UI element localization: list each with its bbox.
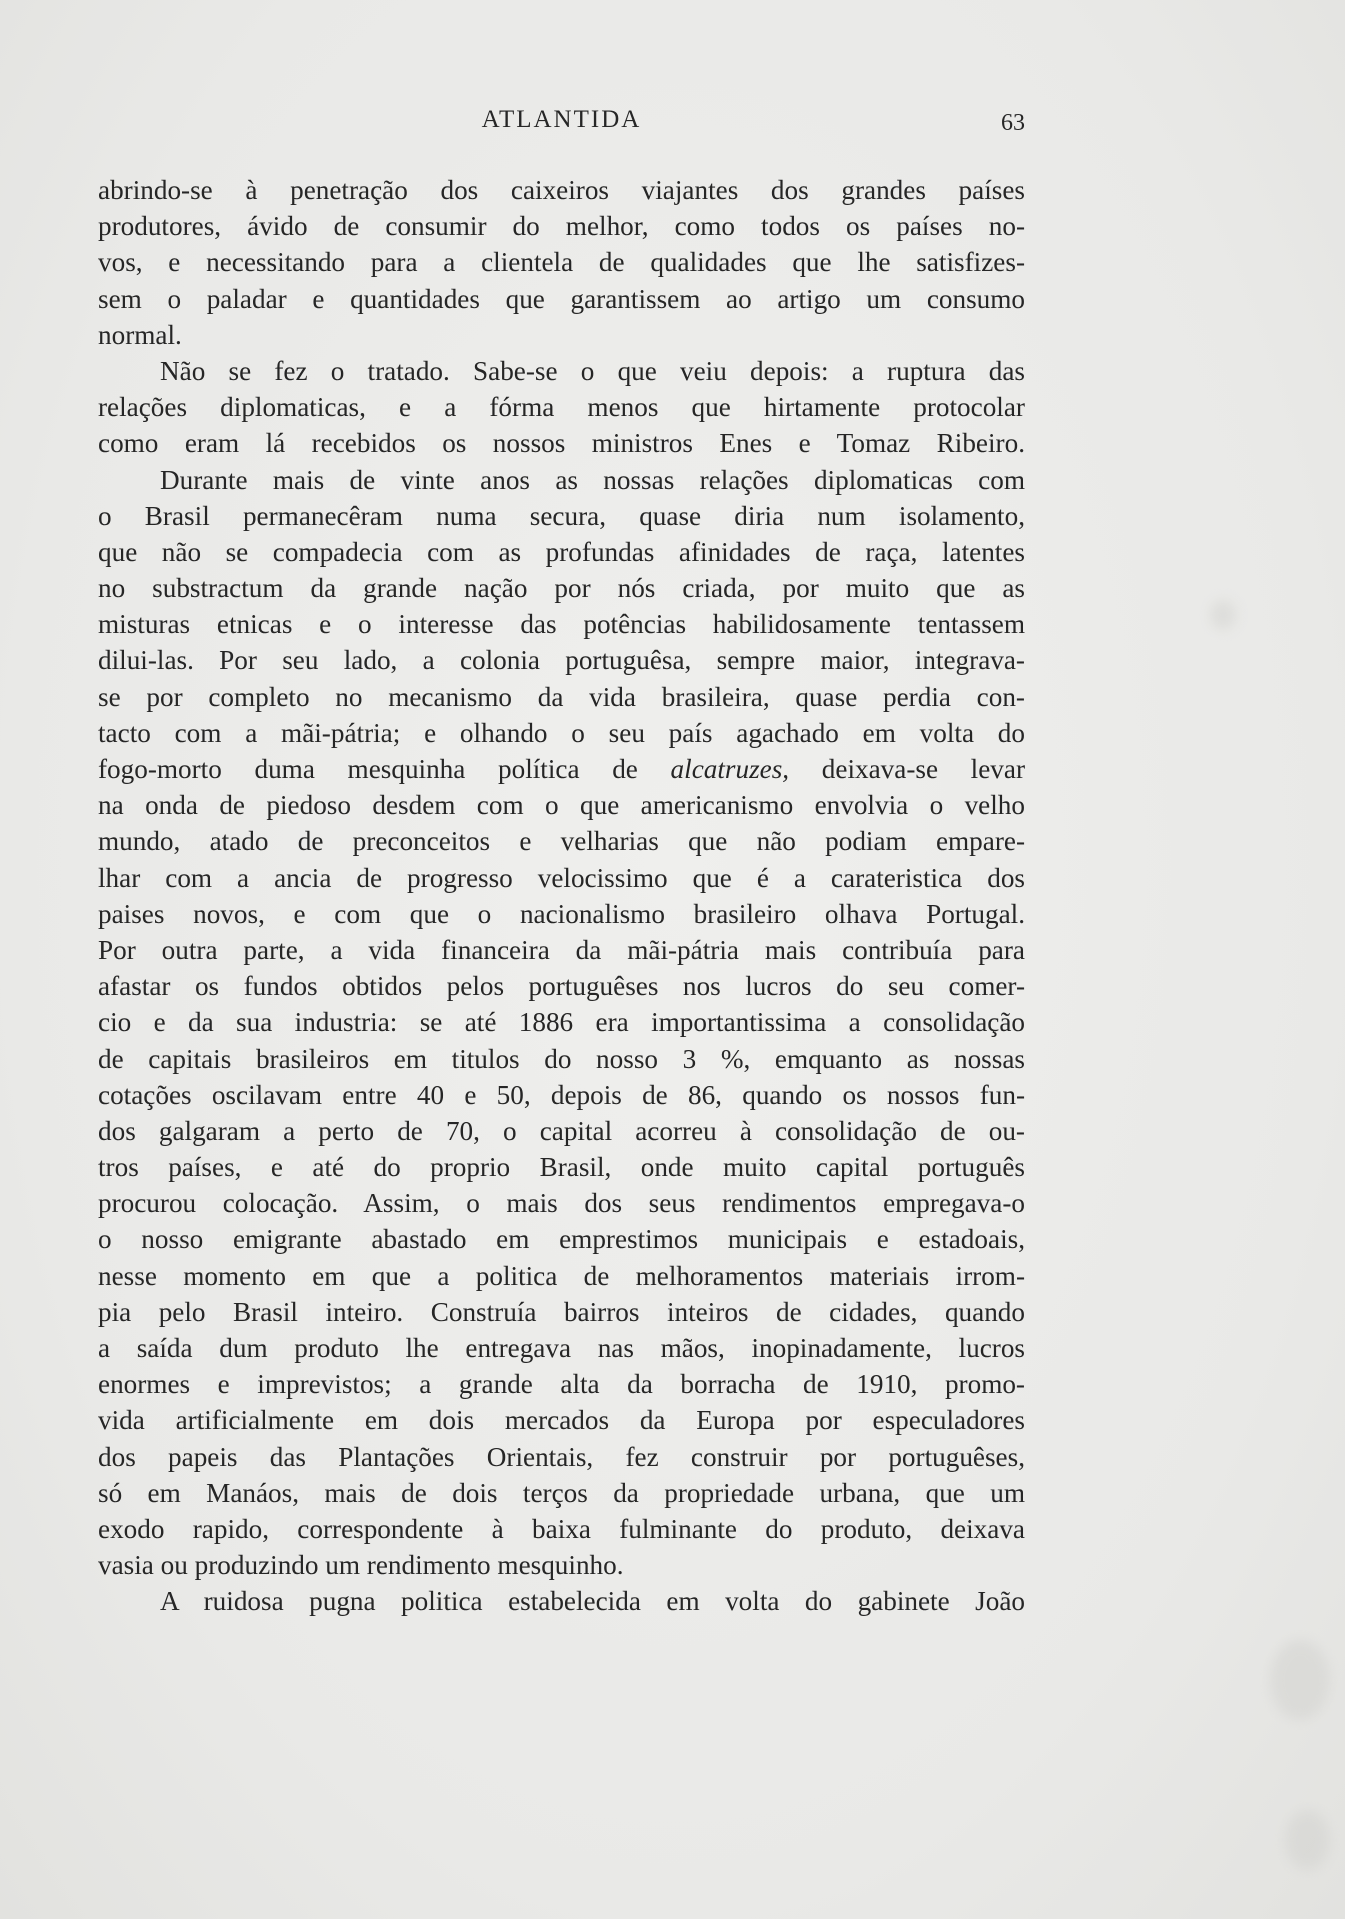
- text-line: tacto com a mãi-pátria; e olhando o seu país agachado em volta do: [98, 717, 1025, 748]
- page-number: 63: [1001, 110, 1025, 136]
- paper-stain: [1210, 600, 1236, 630]
- paper-stain: [1270, 1640, 1330, 1720]
- text-line: dos galgaram a perto de 70, o capital acorreu à consolidação de ou-: [98, 1115, 1025, 1146]
- text-line: tros países, e até do proprio Brasil, onde muito capital português: [98, 1152, 1025, 1183]
- text-line: cotações oscilavam entre 40 e 50, depois de 86, quando os nossos fun-: [98, 1079, 1025, 1110]
- text-line: enormes e imprevistos; a grande alta da borracha de 1910, promo-: [98, 1369, 1025, 1400]
- text-line: vasia ou produzindo um rendimento mesquinho.: [98, 1550, 624, 1581]
- text-segment: deixava-se levar: [821, 754, 1026, 784]
- text-line: exodo rapido, correspondente à baixa fulminante do produto, deixava: [98, 1513, 1025, 1544]
- text-line: misturas etnicas e o interesse das potências habilidosamente tentassem: [98, 609, 1025, 640]
- text-line: como eram lá recebidos os nossos ministros Enes e Tomaz Ribeiro.: [98, 428, 1025, 459]
- text-line: o nosso emigrante abastado em emprestimos municipais e estadoais,: [98, 1224, 1025, 1255]
- text-line: normal.: [98, 319, 182, 350]
- text-line-with-italic: [98, 751, 1025, 787]
- text-line: dilui-las. Por seu lado, a colonia portuguêsa, sempre maior, integrava-: [98, 645, 1025, 676]
- text-line: afastar os fundos obtidos pelos portuguêses nos lucros do seu comer-: [98, 971, 1025, 1002]
- text-line: procurou colocação. Assim, o mais dos seus rendimentos empregava-o: [98, 1188, 1025, 1219]
- text-line: só em Manáos, mais de dois terços da propriedade urbana, que um: [98, 1477, 1025, 1508]
- text-line: dos papeis das Plantações Orientais, fez construir por portuguêses,: [98, 1441, 1025, 1472]
- text-line: sem o paladar e quantidades que garantissem ao artigo um consumo: [98, 283, 1025, 314]
- text-line: vida artificialmente em dois mercados da Europa por especuladores: [98, 1405, 1025, 1436]
- text-line: Não se fez o tratado. Sabe-se o que veiu depois: a ruptura das: [160, 355, 1025, 386]
- text-line: relações diplomaticas, e a fórma menos que hirtamente protocolar: [98, 392, 1025, 423]
- text-line: Por outra parte, a vida financeira da mãi-pátria mais contribuía para: [98, 934, 1025, 965]
- text-line: de capitais brasileiros em titulos do nosso 3 %, emquanto as nossas: [98, 1043, 1025, 1074]
- paper-stain: [1285, 1810, 1330, 1870]
- text-line: que não se compadecia com as profundas afinidades de raça, latentes: [98, 536, 1025, 567]
- text-line: vos, e necessitando para a clientela de qualidades que lhe satisfizes-: [98, 247, 1025, 278]
- text-line: paises novos, e com que o nacionalismo brasileiro olhava Portugal.: [98, 898, 1025, 929]
- text-line: abrindo-se à penetração dos caixeiros viajantes dos grandes países: [98, 175, 1025, 205]
- text-line: Durante mais de vinte anos as nossas relações diplomaticas com: [160, 464, 1025, 495]
- text-line: nesse momento em que a politica de melhoramentos materiais irrom-: [98, 1260, 1025, 1291]
- text-line: o Brasil permanecêram numa secura, quase diria num isolamento,: [98, 500, 1025, 531]
- running-title: ATLANTIDA: [481, 106, 642, 133]
- body-text: [98, 172, 1025, 1620]
- running-head: [98, 106, 1025, 140]
- text-line: pia pelo Brasil inteiro. Construía bairros inteiros de cidades, quando: [98, 1296, 1025, 1327]
- text-line: se por completo no mecanismo da vida brasileira, quase perdia con-: [98, 681, 1025, 712]
- text-line: lhar com a ancia de progresso velocissimo que é a carateristica dos: [98, 862, 1025, 893]
- italic-term: alcatruzes,: [670, 754, 790, 784]
- text-segment: fogo-morto duma mesquinha política de: [98, 754, 638, 784]
- text-line: cio e da sua industria: se até 1886 era importantissima a consolidação: [98, 1007, 1025, 1038]
- text-line: a saída dum produto lhe entregava nas mãos, inopinadamente, lucros: [98, 1333, 1025, 1363]
- text-line: mundo, atado de preconceitos e velharias que não podiam empare-: [98, 826, 1025, 857]
- text-line: A ruidosa pugna politica estabelecida em volta do gabinete João: [160, 1586, 1025, 1617]
- text-line: no substractum da grande nação por nós criada, por muito que as: [98, 573, 1025, 604]
- text-line: na onda de piedoso desdem com o que americanismo envolvia o velho: [98, 790, 1025, 821]
- text-line: produtores, ávido de consumir do melhor, como todos os países no-: [98, 211, 1025, 242]
